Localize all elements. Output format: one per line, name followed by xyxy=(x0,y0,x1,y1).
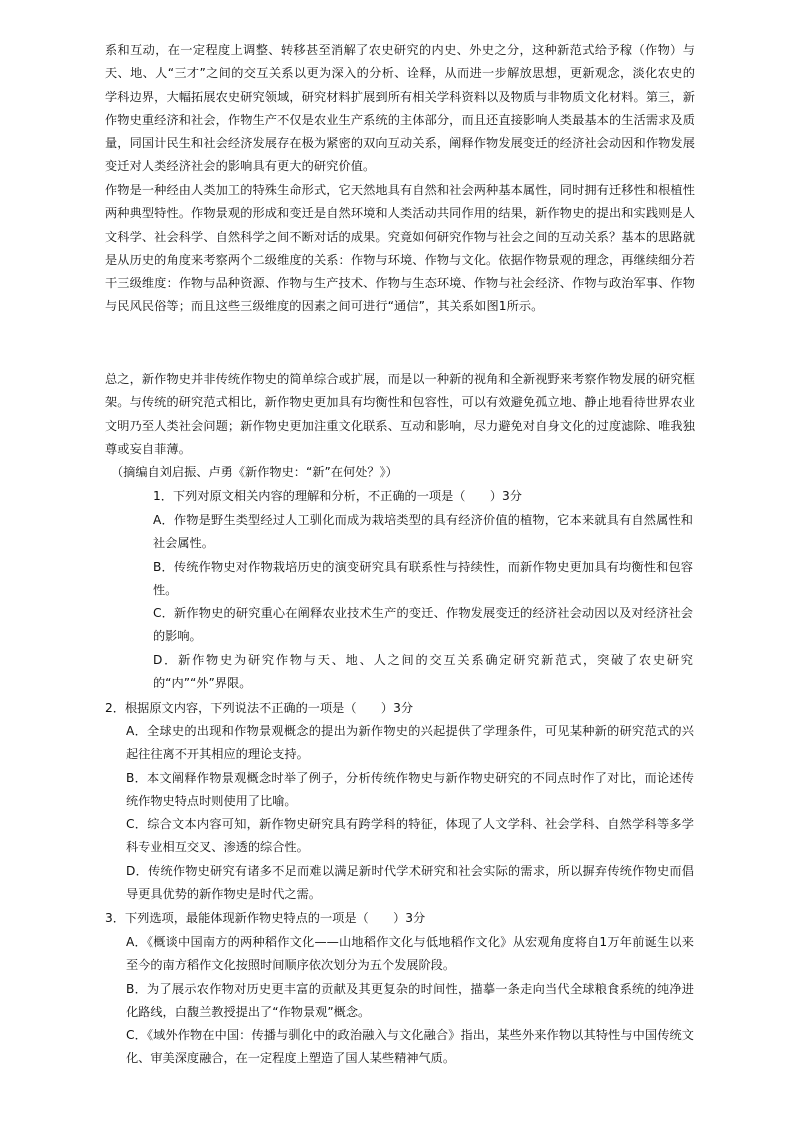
question-1-option-b: B．传统作物史对作物栽培历史的演变研究具有联系性与持续性，而新作物史更加具有均衡性和包容性。 xyxy=(153,560,693,598)
question-1-option-c: C．新作物史的研究重心在阐释农业技术生产的变迁、作物发展变迁的经济社会动因以及对经济社会的影响。 xyxy=(153,606,693,644)
question-2-option-b: B．本文阐释作物景观概念时举了例子，分析传统作物史与新作物史研究的不同点时作了对比，而论述传统作物史特点时则使用了比喻。 xyxy=(126,771,694,809)
question-3-option-b: B．为了展示农作物对历史更丰富的贡献及其更复杂的时间性，描摹一条走向当代全球粮食系统的纯净进化路线，白馥兰教授提出了“作物景观”概念。 xyxy=(126,982,694,1020)
passage-paragraph-2: 作物是一种经由人类加工的特殊生命形式，它天然地具有自然和社会两种基本属性，同时拥有迁移性和根植性两种典型特性。作物景观的形成和变迁是自然环境和人类活动共同作用的结果，新作物史的提出和实践则是人文科学、社会科学、自然科学之间不断对话的成果。究竟如何研究作物与社会之间的互动关系？基本的思路就是从历史的角度来考察两个二级维度的关系：作物与环境、作物与文化。依据作物景观的理念，再继续细分若干三级维度：作物与品种资源、作物与生产技术、作物与生态环境、作物与社会经济、作物与政治军事、作物与民风民俗等；而且这些三级维度的因素之间可进行“通信”，其关系如图1所示。 xyxy=(105,183,695,314)
question-2-option-d: D．传统作物史研究有诸多不足而难以满足新时代学术研究和社会实际的需求，所以摒弃传统作物史而倡导更具优势的新作物史是时代之需。 xyxy=(126,864,694,902)
passage-paragraph-3: 总之，新作物史并非传统作物史的简单综合或扩展，而是以一种新的视角和全新视野来考察作物发展的研究框架。与传统的研究范式相比，新作物史更加具有均衡性和包容性，可以有效避免孤立地、静止地看待世界农业文明乃至人类社会问题；新作物史更加注重文化联系、互动和影响，尽力避免对自身文化的过度滤除、唯我独尊或妄自菲薄。 xyxy=(105,372,695,456)
question-1-stem: 1．下列对原文相关内容的理解和分析，不正确的一项是（ ）3分 xyxy=(153,489,522,503)
question-1-option-a: A．作物是野生类型经过人工驯化而成为栽培类型的具有经济价值的植物，它本来就具有自然属性和社会属性。 xyxy=(153,513,693,551)
passage-paragraph-1: 系和互动，在一定程度上调整、转移甚至消解了农史研究的内史、外史之分，这种新范式给予稼（作物）与天、地、人“三才”之间的交互关系以更为深入的分析、诠释，从而进一步解放思想，更新观念，淡化农史的学科边界，大幅拓展农史研究领域，研究材料扩展到所有相关学科资料以及物质与非物质文化材料。第三，新作物史重经济和社会，作物生产不仅是农业生产系统的主体部分，而且还直接影响人类最基本的生活需求及质量，同国计民生和社会经济发展存在极为紧密的双向互动关系，阐释作物发展变迁的经济社会动因和作物发展变迁对人类经济社会的影响具有更大的研究价值。 xyxy=(105,43,695,174)
question-3-option-c: C．《域外作物在中国：传播与驯化中的政治融入与文化融合》指出，某些外来作物以其特性与中国传统文化、审美深度融合，在一定程度上塑造了国人某些精神气质。 xyxy=(126,1028,694,1066)
question-1-option-d: D．新作物史为研究作物与天、地、人之间的交互关系确定研究新范式，突破了农史研究的“内”“外”界限。 xyxy=(153,653,693,691)
question-3-stem: 3．下列选项，最能体现新作物史特点的一项是（ ）3分 xyxy=(105,911,426,925)
question-2-stem: 2．根据原文内容，下列说法不正确的一项是（ ）3分 xyxy=(105,701,414,715)
question-2-option-a: A．全球史的出现和作物景观概念的提出为新作物史的兴起提供了学理条件，可见某种新的研究范式的兴起往往离不开其相应的理论支持。 xyxy=(126,724,694,762)
passage-source: （摘编自刘启振、卢勇《新作物史：“新”在何处？》） xyxy=(111,465,398,479)
question-2-option-c: C．综合文本内容可知，新作物史研究具有跨学科的特征，体现了人文学科、社会学科、自然学科等多学科专业相互交叉、渗透的综合性。 xyxy=(126,817,694,855)
question-3-option-a: A．《概谈中国南方的两种稻作文化——山地稻作文化与低地稻作文化》从宏观角度将自1万年前诞生以来至今的南方稻作文化按照时间顺序依次划分为五个发展阶段。 xyxy=(126,935,694,973)
